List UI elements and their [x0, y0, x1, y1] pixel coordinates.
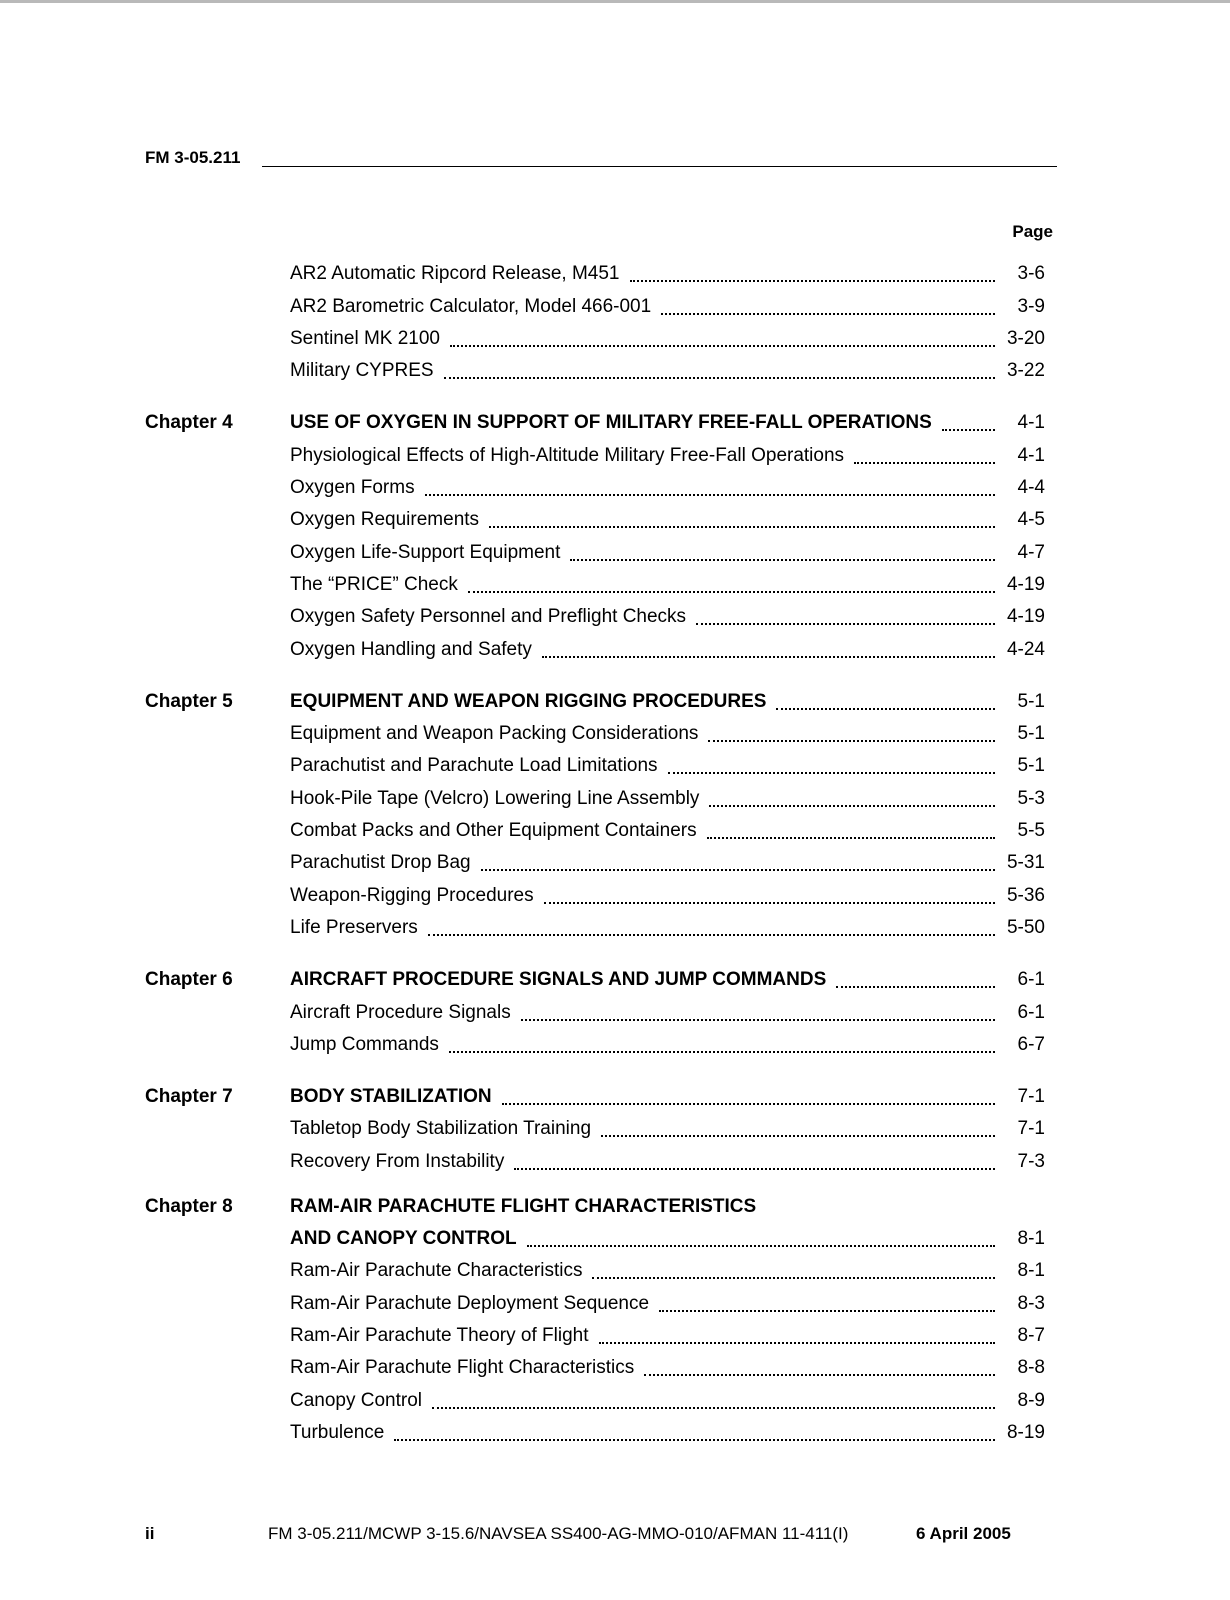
toc-entry-title: EQUIPMENT AND WEAPON RIGGING PROCEDURES	[290, 690, 767, 712]
toc-entry-page: 6-1	[1017, 969, 1045, 991]
toc-entry-page: 4-1	[1017, 412, 1045, 434]
dot-leader	[668, 772, 995, 774]
toc-row[interactable]	[145, 1385, 1045, 1417]
toc-row[interactable]	[145, 997, 1045, 1029]
toc-entry-page: 5-5	[1017, 820, 1045, 842]
toc-entry-page: 6-7	[1017, 1033, 1045, 1055]
toc-entry-title: AIRCRAFT PROCEDURE SIGNALS AND JUMP COMMANDS	[290, 969, 827, 991]
toc-row[interactable]	[145, 1146, 1045, 1178]
dot-leader	[659, 1310, 995, 1312]
dot-leader	[709, 805, 995, 807]
toc-entry-page: 6-1	[1017, 1001, 1045, 1023]
dot-leader	[428, 934, 995, 936]
toc-row[interactable]	[145, 602, 1045, 634]
dot-leader	[644, 1374, 995, 1376]
toc-row[interactable]	[145, 1288, 1045, 1320]
dot-leader	[544, 902, 995, 904]
page-column-label: Page	[1012, 222, 1053, 241]
dot-leader	[489, 526, 995, 528]
dot-leader	[514, 1168, 995, 1170]
toc-row[interactable]	[145, 1256, 1045, 1288]
dot-leader	[708, 740, 995, 742]
toc-chapter-label: Chapter 6	[145, 969, 233, 991]
toc-entry-page: 4-5	[1017, 509, 1045, 531]
toc-chapter-row[interactable]	[145, 1082, 1045, 1114]
toc-entry-page: 4-7	[1017, 541, 1045, 563]
dot-leader	[468, 591, 995, 593]
toc-row[interactable]	[145, 1321, 1045, 1353]
footer-page-number: ii	[145, 1524, 155, 1543]
toc-row[interactable]	[145, 1030, 1045, 1062]
toc-entry-title: USE OF OXYGEN IN SUPPORT OF MILITARY FREE-FALL OPERATIONS	[290, 412, 932, 434]
dot-leader	[527, 1245, 995, 1247]
dot-leader	[449, 1051, 995, 1053]
toc-entry-page: 4-19	[1006, 573, 1045, 595]
toc-entry-page: 8-1	[1017, 1260, 1045, 1282]
toc-entry-title: BODY STABILIZATION	[290, 1086, 492, 1108]
dot-leader	[601, 1135, 995, 1137]
dot-leader	[776, 708, 995, 710]
toc-row[interactable]	[145, 816, 1045, 848]
toc-entry-title: Oxygen Life-Support Equipment	[290, 541, 561, 563]
toc-entry-title: Jump Commands	[290, 1033, 439, 1055]
toc-row[interactable]	[145, 1418, 1045, 1450]
toc-entry-title: Sentinel MK 2100	[290, 327, 440, 349]
toc-entry-page: 5-36	[1006, 884, 1045, 906]
header-rule	[262, 166, 1057, 167]
top-border	[0, 0, 1230, 3]
dot-leader	[521, 1019, 995, 1021]
toc-entry-title: Canopy Control	[290, 1389, 423, 1411]
dot-leader	[836, 986, 995, 988]
toc-entry-title: Parachutist Drop Bag	[290, 852, 471, 874]
toc-entry-page: 4-1	[1017, 444, 1045, 466]
dot-leader	[394, 1439, 995, 1441]
toc-entry-title: Oxygen Safety Personnel and Preflight Checks	[290, 606, 687, 628]
dot-leader	[696, 623, 995, 625]
toc-row[interactable]	[145, 537, 1045, 569]
toc-row[interactable]	[145, 634, 1045, 666]
header-doc-id: FM 3-05.211	[145, 148, 241, 167]
toc-entry-title: Life Preservers	[290, 916, 418, 938]
toc-entry-page: 8-8	[1017, 1357, 1045, 1379]
toc-row[interactable]	[145, 1114, 1045, 1146]
dot-leader	[854, 462, 995, 464]
toc-entry-title: Weapon-Rigging Procedures	[290, 884, 534, 906]
toc-entry-page: 7-1	[1017, 1118, 1045, 1140]
toc-entry-page: 3-22	[1006, 360, 1045, 382]
toc-row[interactable]	[145, 259, 1045, 291]
toc-entry-title: The “PRICE” Check	[290, 573, 458, 595]
toc-entry-page: 7-1	[1017, 1086, 1045, 1108]
toc-entry-page: 5-1	[1017, 723, 1045, 745]
toc-entry-page: 5-1	[1017, 755, 1045, 777]
dot-leader	[570, 559, 995, 561]
toc-chapter-label: Chapter 5	[145, 690, 233, 712]
toc-entry-title: Ram-Air Parachute Theory of Flight	[290, 1324, 589, 1346]
toc-entry-title: Equipment and Weapon Packing Considerations	[290, 723, 699, 745]
toc-row[interactable]	[145, 473, 1045, 505]
toc-entry-page: 8-7	[1017, 1324, 1045, 1346]
toc-row[interactable]	[145, 783, 1045, 815]
toc-entry-title: Oxygen Requirements	[290, 509, 480, 531]
toc-chapter-row[interactable]	[145, 687, 1045, 719]
toc-chapter-row[interactable]	[145, 408, 1045, 440]
toc-entry-page: 4-24	[1006, 638, 1045, 660]
toc-row[interactable]	[145, 719, 1045, 751]
toc-entry-title: Oxygen Forms	[290, 477, 415, 499]
toc-entry-title: AR2 Automatic Ripcord Release, M451	[290, 263, 620, 285]
toc-entry-title: Turbulence	[290, 1421, 385, 1443]
toc-entry-title: AND CANOPY CONTROL	[290, 1228, 517, 1250]
toc-row[interactable]	[145, 291, 1045, 323]
toc-entry-title: Parachutist and Parachute Load Limitations	[290, 755, 658, 777]
toc-row[interactable]	[145, 913, 1045, 945]
toc-entry-title: Combat Packs and Other Equipment Containers	[290, 820, 697, 842]
dot-leader	[542, 656, 995, 658]
toc-entry-title: Ram-Air Parachute Deployment Sequence	[290, 1292, 650, 1314]
toc-entry-page: 5-31	[1006, 852, 1045, 874]
footer-date: 6 April 2005	[916, 1524, 1011, 1543]
toc-row[interactable]	[145, 751, 1045, 783]
footer-doc-ids: FM 3-05.211/MCWP 3-15.6/NAVSEA SS400-AG-MMO-010/AFMAN 11-411(I)	[268, 1524, 849, 1543]
toc-entry-title: Oxygen Handling and Safety	[290, 638, 532, 660]
dot-leader	[444, 377, 995, 379]
dot-leader	[425, 494, 995, 496]
toc-entry-title: Military CYPRES	[290, 360, 434, 382]
toc-row[interactable]	[145, 880, 1045, 912]
toc-entry-title: Hook-Pile Tape (Velcro) Lowering Line Assembly	[290, 787, 700, 809]
toc-row[interactable]	[145, 570, 1045, 602]
dot-leader	[599, 1342, 996, 1344]
toc-row[interactable]	[145, 356, 1045, 388]
toc-row[interactable]	[145, 324, 1045, 356]
toc-entry-title: Aircraft Procedure Signals	[290, 1001, 511, 1023]
toc-entry-page: 3-6	[1017, 263, 1045, 285]
toc-entry-title: Recovery From Instability	[290, 1150, 505, 1172]
toc-entry-page: 5-50	[1006, 916, 1045, 938]
toc-entry-page: 8-1	[1017, 1228, 1045, 1250]
toc-chapter-row[interactable]	[145, 1195, 1045, 1224]
dot-leader	[450, 345, 995, 347]
toc-row[interactable]	[145, 505, 1045, 537]
toc-entry-title: Physiological Effects of High-Altitude Military Free-Fall Operations	[290, 444, 845, 466]
toc-entry-page: 8-19	[1006, 1421, 1045, 1443]
toc-entry-page: 8-9	[1017, 1389, 1045, 1411]
toc-chapter-label: Chapter 4	[145, 412, 233, 434]
toc-row[interactable]	[145, 1353, 1045, 1385]
dot-leader	[502, 1103, 995, 1105]
dot-leader	[432, 1407, 995, 1409]
dot-leader	[661, 313, 995, 315]
toc-entry-page: 4-19	[1006, 606, 1045, 628]
toc-entry-title: Ram-Air Parachute Characteristics	[290, 1260, 583, 1282]
toc-chapter-label: Chapter 8	[145, 1195, 233, 1217]
toc-entry-title: Ram-Air Parachute Flight Characteristics	[290, 1357, 635, 1379]
toc-row[interactable]	[145, 1224, 1045, 1256]
toc-entry-page: 3-20	[1006, 327, 1045, 349]
toc-row[interactable]	[145, 848, 1045, 880]
toc-entry-title: AR2 Barometric Calculator, Model 466-001	[290, 295, 652, 317]
table-of-contents	[145, 259, 1045, 1450]
toc-entry-page: 4-4	[1017, 477, 1045, 499]
dot-leader	[707, 837, 995, 839]
toc-chapter-label: Chapter 7	[145, 1086, 233, 1108]
toc-row[interactable]	[145, 440, 1045, 472]
toc-entry-page: 5-3	[1017, 787, 1045, 809]
dot-leader	[942, 429, 995, 431]
dot-leader	[592, 1277, 995, 1279]
toc-entry-page: 3-9	[1017, 295, 1045, 317]
toc-entry-page: 7-3	[1017, 1150, 1045, 1172]
toc-chapter-row[interactable]	[145, 965, 1045, 997]
toc-entry-page: 5-1	[1017, 690, 1045, 712]
dot-leader	[481, 869, 995, 871]
toc-entry-title: RAM-AIR PARACHUTE FLIGHT CHARACTERISTICS	[290, 1195, 757, 1217]
toc-entry-title: Tabletop Body Stabilization Training	[290, 1118, 592, 1140]
dot-leader	[630, 280, 996, 282]
toc-entry-page: 8-3	[1017, 1292, 1045, 1314]
